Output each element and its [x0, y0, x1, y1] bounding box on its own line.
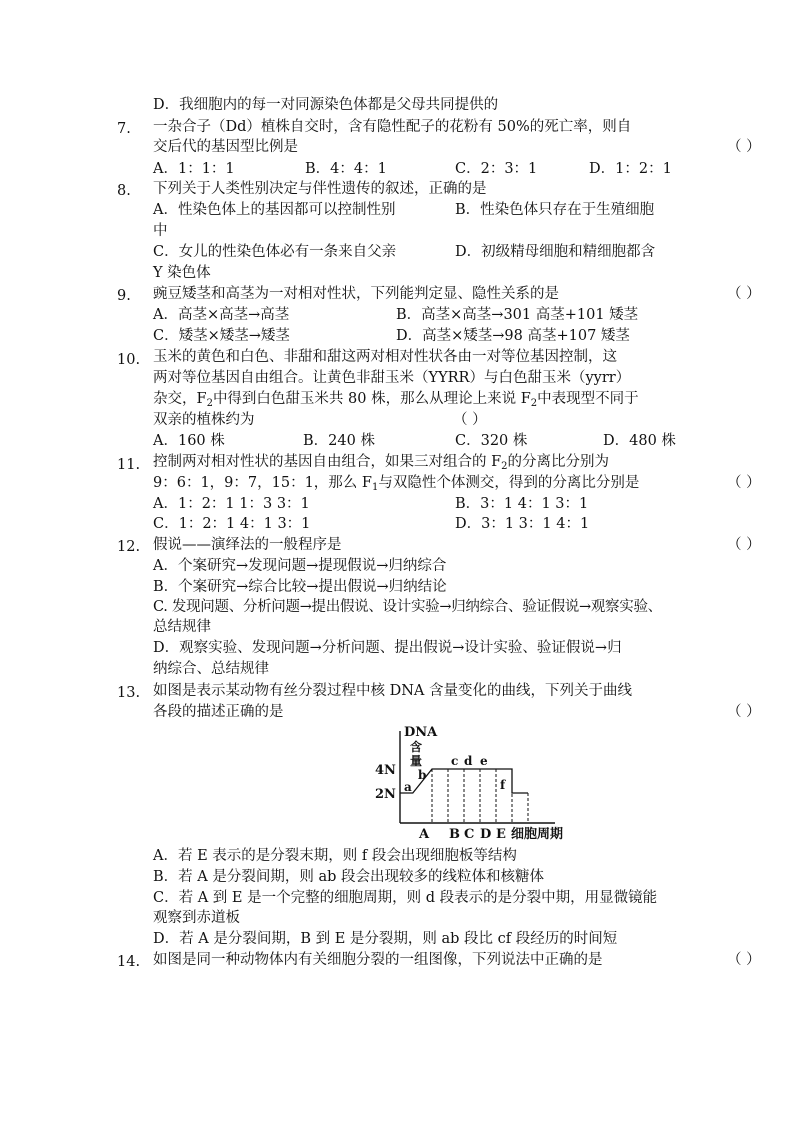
x-category-label-B: B [449, 827, 460, 842]
q7-option-a: A．1：1：1 [153, 161, 235, 177]
q12-answer-bracket: （ ） [727, 537, 761, 553]
q11-option-c: C．1：2：1 4：1 3：1 [153, 516, 311, 532]
q8-option-c: C．女儿的性染色体必有一条来自父亲 [153, 244, 397, 260]
x-category-label-D: D [480, 827, 492, 842]
q8-number: 8. [117, 183, 131, 199]
segment-label-d: d [464, 754, 473, 768]
q7-stem-line2: 交后代的基因型比例是 [153, 139, 298, 155]
q14-answer-bracket: （ ） [727, 952, 761, 968]
q13-answer-bracket: （ ） [727, 704, 761, 720]
q12-option-a: A．个案研究→发现问题→提现假说→归纳综合 [153, 558, 447, 574]
dna-content-chart [340, 723, 600, 843]
q8-option-b-line2: 中 [153, 223, 168, 239]
y-axis-label-line3: 量 [410, 754, 423, 768]
q12-option-c-line2: 总结规律 [153, 619, 211, 635]
y-axis-label-line1: DNA [404, 725, 438, 740]
q12-option-b: B．个案研究→综合比较→提出假说→归纳结论 [153, 579, 447, 595]
q7-option-d: D．1：2：1 [589, 161, 672, 177]
q12-number: 12. [117, 539, 141, 555]
q8-option-b-line1: B．性染色体只存在于生殖细胞 [455, 202, 655, 218]
q10-stem-line1: 玉米的黄色和白色、非甜和甜这两对相对性状各由一对等位基因控制，这 [153, 349, 617, 365]
q10-stem-line3: 杂交，$F_2$中得到白色甜玉米共 80 株，那么从理论上来说 $F_2$中表现型不同于 [153, 391, 639, 409]
q10-stem-line2: 两对等位基因自由组合。让黄色非甜玉米（YYRR）与白色甜玉米（yyrr） [153, 370, 631, 386]
q13-option-a: A．若 E 表示的是分裂末期，则 f 段会出现细胞板等结构 [153, 848, 517, 864]
q12-option-c-line1: C. 发现问题、分析问题→提出假说、设计实验→归纳综合、验证假说→观察实验、 [153, 599, 662, 615]
q10-answer-bracket: （ ） [453, 412, 487, 428]
q7-option-c: C．2：3：1 [455, 161, 538, 177]
x-category-label-E: E [496, 827, 506, 842]
q11-number: 11. [117, 457, 141, 473]
x-category-label-C: C [464, 827, 475, 842]
q11-option-a: A．1：2：1 1：3 3：1 [153, 496, 310, 512]
q13-option-b: B．若 A 是分裂间期，则 ab 段会出现较多的线粒体和核糖体 [153, 869, 544, 885]
q7-stem-line1: 一杂合子（Dd）植株自交时，含有隐性配子的花粉有 50%的死亡率，则自 [153, 119, 632, 135]
q14-number: 14. [117, 954, 141, 970]
x-category-label-A: A [419, 827, 430, 842]
q9-option-d: D．高茎×矮茎→98 高茎+107 矮茎 [396, 328, 630, 344]
q10-option-b: B．240 株 [303, 433, 375, 449]
q9-option-b: B．高茎×高茎→301 高茎+101 矮茎 [396, 307, 639, 323]
q11-option-d: D．3：1 3：1 4：1 [455, 516, 590, 532]
q9-number: 9. [117, 288, 131, 304]
q7-answer-bracket: （ ） [727, 139, 761, 155]
q14-stem: 如图是同一种动物体内有关细胞分裂的一组图像，下列说法中正确的是 [153, 952, 603, 968]
q8-option-a: A．性染色体上的基因都可以控制性别 [153, 202, 396, 218]
q7-option-b: B．4：4：1 [305, 161, 387, 177]
q9-answer-bracket: （ ） [727, 286, 761, 302]
q11-option-b: B．3：1 4：1 3：1 [455, 496, 589, 512]
q13-option-c-line1: C．若 A 到 E 是一个完整的细胞周期，则 d 段表示的是分裂中期，用显微镜能 [153, 890, 658, 906]
q10-stem-line4: 双亲的植株约为 [153, 412, 255, 428]
q8-stem: 下列关于人类性别决定与伴性遗传的叙述，正确的是 [153, 181, 487, 197]
q11-stem-line2: 9：6：1，9：7，15：1，那么 $F_1$与双隐性个体测交，得到的分离比分别是 [153, 475, 640, 493]
q10-option-d: D．480 株 [603, 433, 676, 449]
q10-option-a: A．160 株 [153, 433, 225, 449]
q12-option-d-line1: D．观察实验、发现问题→分析问题、提出假说→设计实验、验证假说→归 [153, 640, 622, 656]
segment-label-a: a [404, 780, 412, 794]
x-axis-label: 细胞周期 [511, 827, 564, 842]
segment-label-f: f [500, 778, 506, 792]
q13-stem-line1: 如图是表示某动物有丝分裂过程中核 DNA 含量变化的曲线，下列关于曲线 [153, 683, 632, 699]
q10-option-c: C．320 株 [455, 433, 528, 449]
y-tick-label-2N: 2N [375, 787, 396, 802]
segment-label-b: b [418, 768, 427, 782]
q11-stem-line1: 控制两对相对性状的基因自由组合，如果三对组合的 $F_2$的分离比分别为 [153, 454, 610, 472]
q13-option-c-line2: 观察到赤道板 [153, 910, 240, 926]
y-axis-label-line2: 含 [410, 740, 423, 754]
q8-option-d-line1: D．初级精母细胞和精细胞都含 [455, 244, 656, 260]
q12-option-d-line2: 纳综合、总结规律 [153, 661, 269, 677]
q9-option-c: C．矮茎×矮茎→矮茎 [153, 328, 290, 344]
segment-label-c: c [451, 754, 459, 768]
q9-stem: 豌豆矮茎和高茎为一对相对性状，下列能判定显、隐性关系的是 [153, 286, 559, 302]
q7-number: 7. [117, 121, 131, 137]
segment-label-e: e [480, 754, 488, 768]
q13-number: 13. [117, 685, 141, 701]
q10-number: 10. [117, 352, 141, 368]
q8-option-d-line2: Y 染色体 [153, 265, 211, 281]
q9-option-a: A．高茎×高茎→高茎 [153, 307, 290, 323]
q6-option-d: D．我细胞内的每一对同源染色体都是父母共同提供的 [153, 97, 499, 113]
q12-stem: 假说——演绎法的一般程序是 [153, 537, 342, 553]
q13-stem-line2: 各段的描述正确的是 [153, 704, 284, 720]
y-tick-label-4N: 4N [375, 763, 396, 778]
q11-answer-bracket: （ ） [727, 475, 761, 491]
phase-boundary-lines [432, 769, 528, 823]
q13-option-d: D．若 A 是分裂间期，B 到 E 是分裂期，则 ab 段比 cf 段经历的时间短 [153, 931, 618, 947]
